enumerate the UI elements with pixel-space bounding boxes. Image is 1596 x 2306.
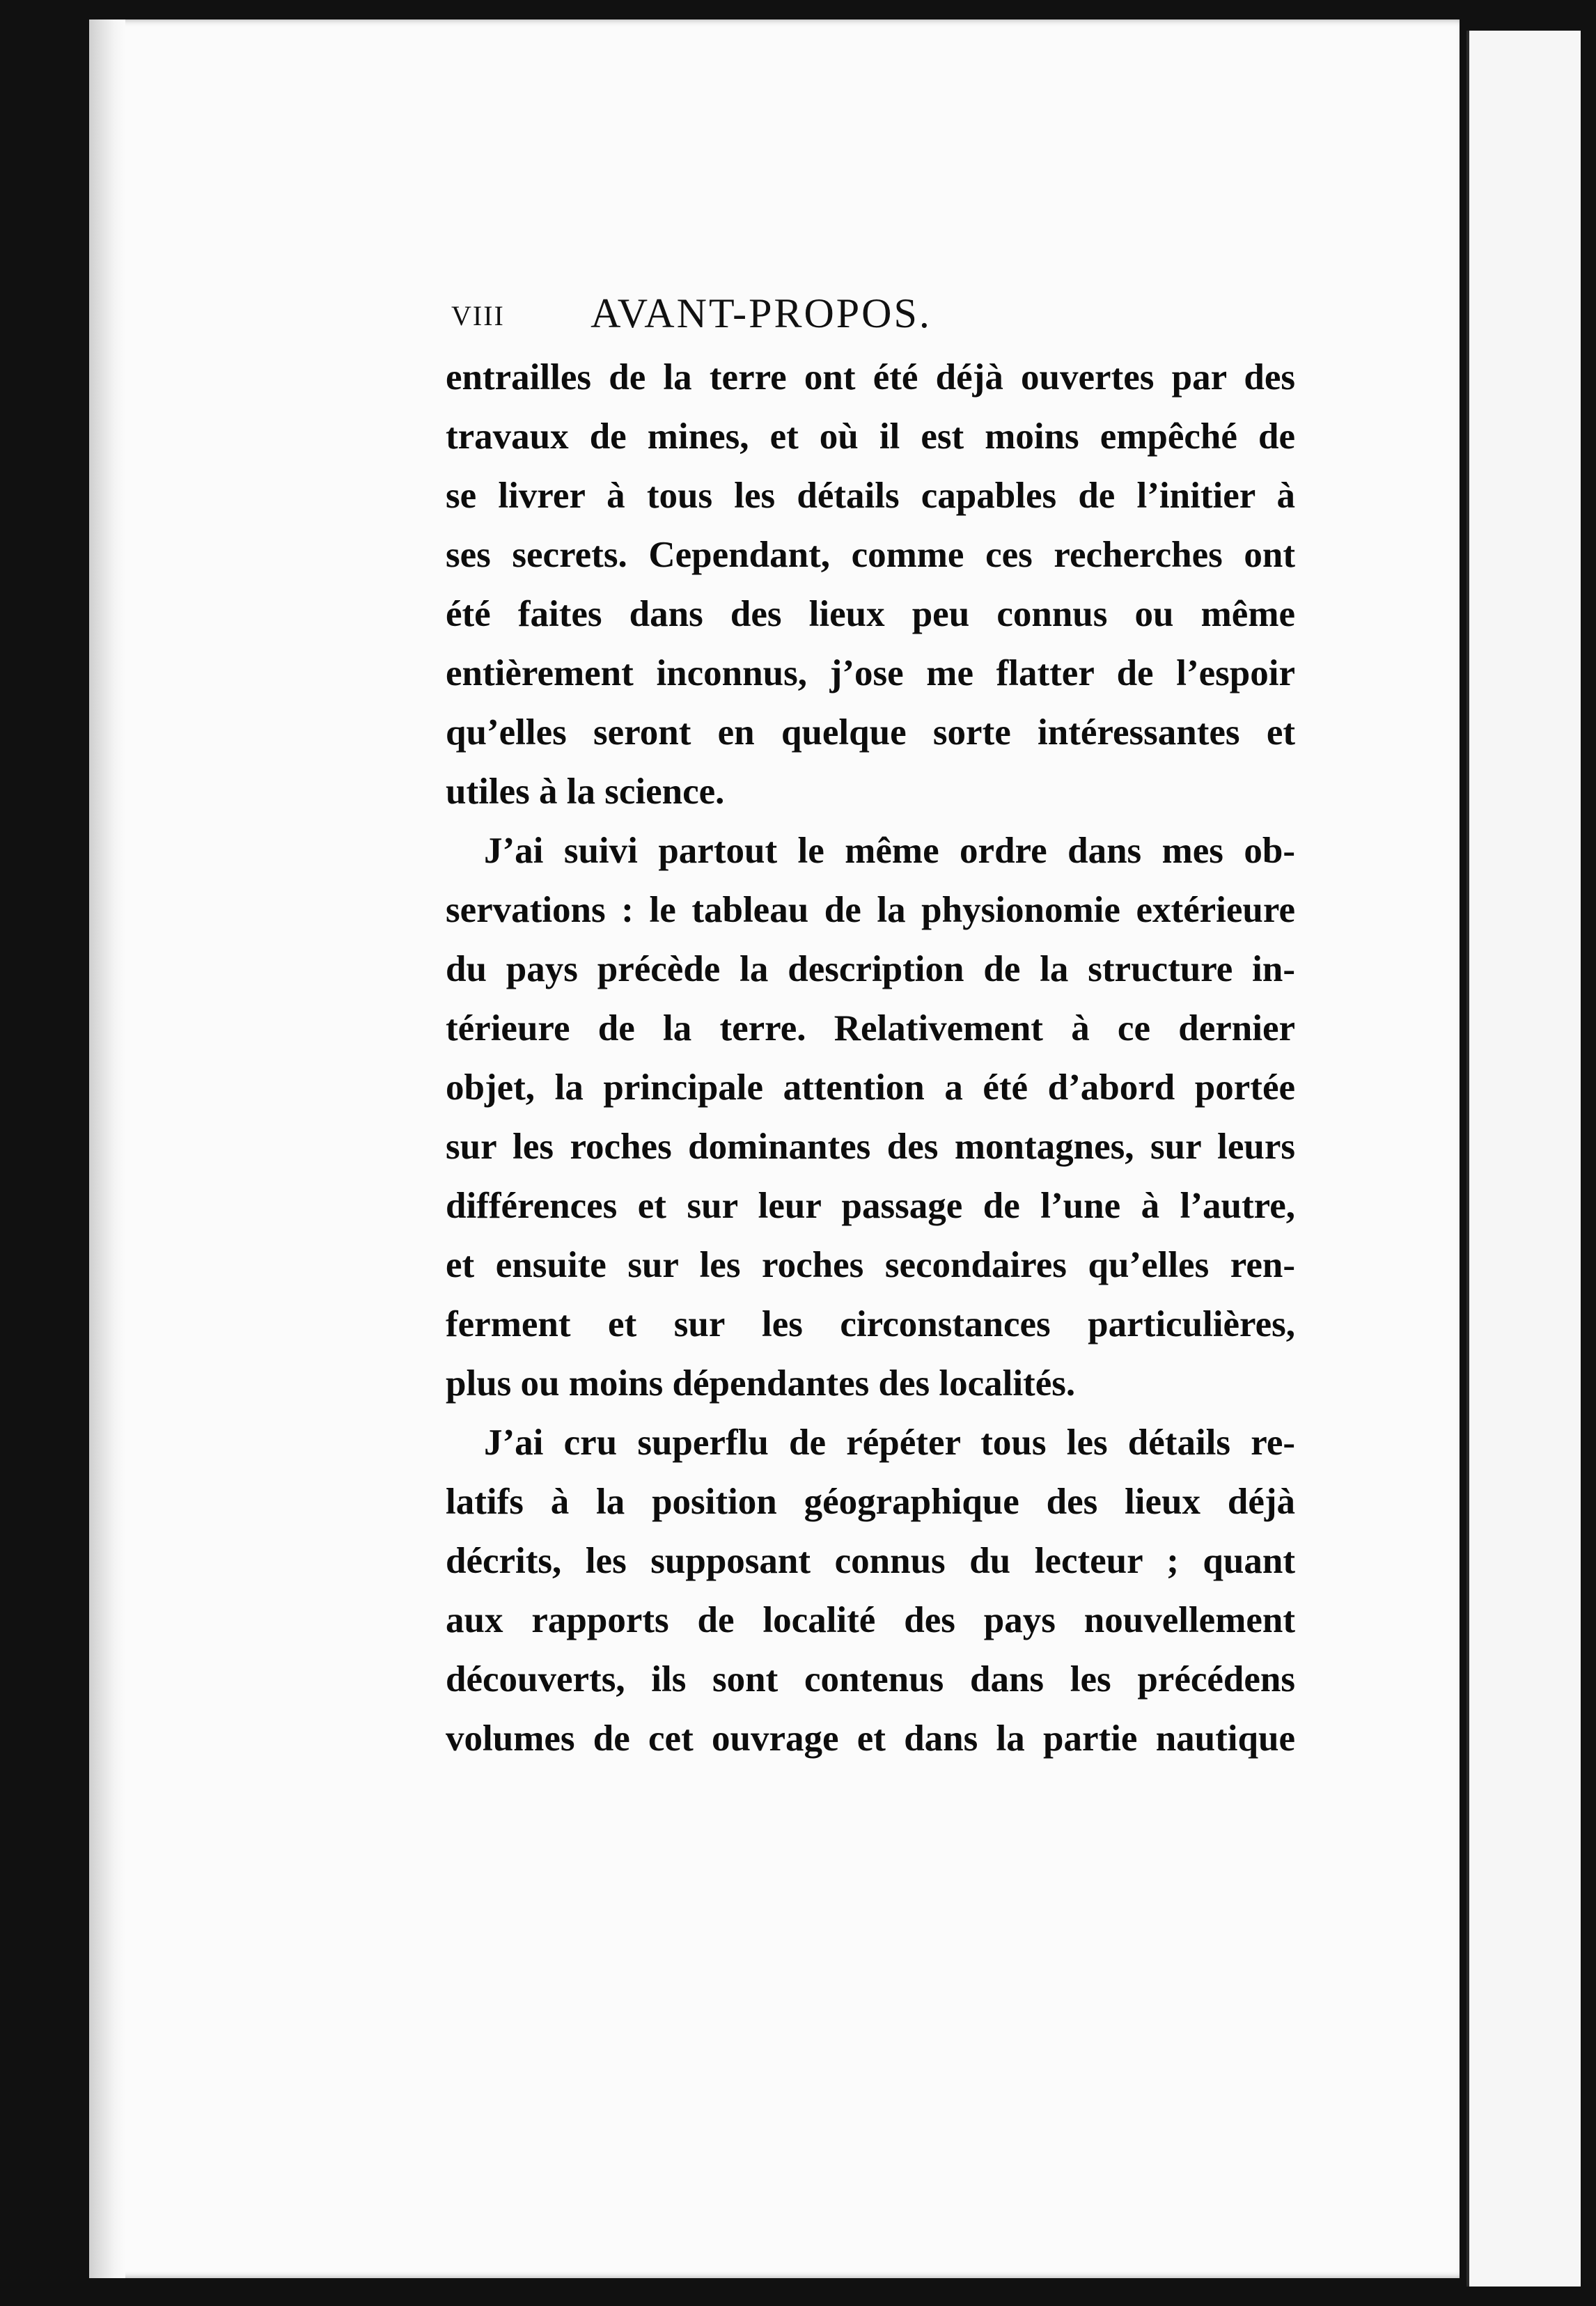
- text-line: térieure de la terre. Relativement à ce dernier: [446, 1008, 1295, 1049]
- text-line: été faites dans des lieux peu connus ou même: [446, 594, 1295, 634]
- text-line: utiles à la science.: [446, 771, 725, 812]
- text-line: qu’elles seront en quelque sorte intéressantes et: [446, 712, 1295, 753]
- text-line: découverts, ils sont contenus dans les précédens: [446, 1659, 1295, 1700]
- text-line: se livrer à tous les détails capables de l’initier à: [446, 476, 1295, 516]
- text-line: aux rapports de localité des pays nouvellement: [446, 1600, 1295, 1640]
- running-head: [451, 290, 1029, 338]
- text-line: ses secrets. Cependant, comme ces recherches ont: [446, 535, 1295, 575]
- text-line: ferment et sur les circonstances particulières,: [446, 1304, 1295, 1344]
- text-line: plus ou moins dépendantes des localités.: [446, 1363, 1076, 1404]
- text-line: travaux de mines, et où il est moins empêché de: [446, 416, 1295, 457]
- body-text: [446, 348, 1295, 1768]
- text-line: J’ai cru superflu de répéter tous les détails re-: [484, 1422, 1295, 1463]
- text-line: latifs à la position géographique des lieux déjà: [446, 1482, 1295, 1522]
- text-line: différences et sur leur passage de l’une à l’autre,: [446, 1186, 1295, 1226]
- text-line: entrailles de la terre ont été déjà ouvertes par des: [446, 357, 1295, 398]
- page-number: VIII: [451, 300, 505, 331]
- text-line: sur les roches dominantes des montagnes, sur leurs: [446, 1127, 1295, 1167]
- running-head-title: AVANT-PROPOS.: [590, 290, 932, 336]
- text-line: volumes de cet ouvrage et dans la partie nautique: [446, 1718, 1295, 1759]
- text-line: du pays précède la description de la structure in-: [446, 949, 1295, 989]
- page-gutter-shadow: [89, 19, 125, 2278]
- text-line: J’ai suivi partout le même ordre dans mes ob-: [484, 831, 1295, 871]
- text-line: servations : le tableau de la physionomie extérieure: [446, 890, 1295, 930]
- text-line: entièrement inconnus, j’ose me flatter de l’espoir: [446, 653, 1295, 693]
- text-line: objet, la principale attention a été d’abord portée: [446, 1067, 1295, 1108]
- text-line: et ensuite sur les roches secondaires qu’elles ren-: [446, 1245, 1295, 1285]
- text-line: décrits, les supposant connus du lecteur ; quant: [446, 1541, 1295, 1581]
- adjacent-page-edge: [1466, 31, 1581, 2287]
